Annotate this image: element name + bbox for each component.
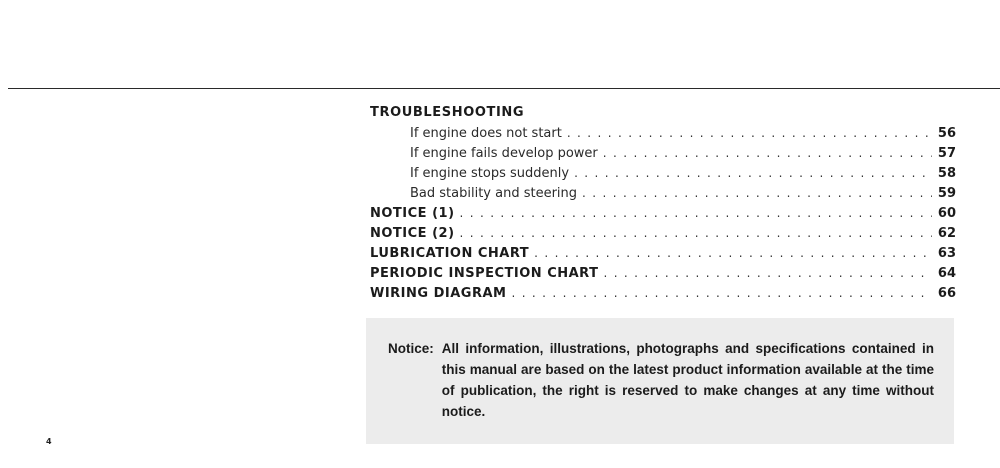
toc-entry-page: 60 [937,206,956,221]
notice-content [388,338,934,422]
header-rule [8,88,1000,89]
table-of-contents [370,103,956,303]
toc-entry-label: NOTICE (1) [370,206,455,221]
page-number: 4 [46,437,52,446]
toc-entry-page: 57 [937,146,956,161]
dot-leader [603,263,931,283]
toc-entry-label: WIRING DIAGRAM [370,286,507,301]
notice-box [366,318,954,444]
toc-entry [370,203,956,223]
notice-text: All information, illustrations, photographs and specifications contained in this manual are based on the latest product information available at the time of publication, the right is reserved to make changes at any time without notice. [441,341,934,419]
toc-entry [370,183,956,203]
toc-entry-page: 62 [937,226,956,241]
toc-entry [370,143,956,163]
toc-entry-label: NOTICE (2) [370,226,455,241]
dot-leader [574,163,932,183]
toc-entry-label: PERIODIC INSPECTION CHART [370,266,599,281]
toc-entry [370,223,956,243]
dot-leader [460,223,932,243]
toc-heading: TROUBLESHOOTING [370,105,525,120]
toc-entry-page: 58 [937,166,956,181]
toc-entry [370,163,956,183]
dot-leader [582,183,932,203]
toc-entry-label: Bad stability and steering [410,186,578,201]
dot-leader [511,283,931,303]
notice-lead: Notice: [388,341,434,356]
toc-entry [370,283,956,303]
toc-entry-page: 64 [937,266,956,281]
dot-leader [460,203,932,223]
toc-entry-label: If engine stops suddenly [410,166,570,181]
toc-entry-page: 56 [937,126,956,141]
toc-entry-page: 59 [937,186,956,201]
toc-entry-label: LUBRICATION CHART [370,246,530,261]
toc-entry-label: If engine fails develop power [410,146,598,161]
toc-entry-page: 63 [937,246,956,261]
dot-leader [567,123,932,143]
toc-entry-label: If engine does not start [410,126,562,141]
dot-leader [534,243,932,263]
toc-entry [370,123,956,143]
toc-entry-page: 66 [937,286,956,301]
toc-entry [370,263,956,283]
toc-entry [370,243,956,263]
dot-leader [603,143,932,163]
